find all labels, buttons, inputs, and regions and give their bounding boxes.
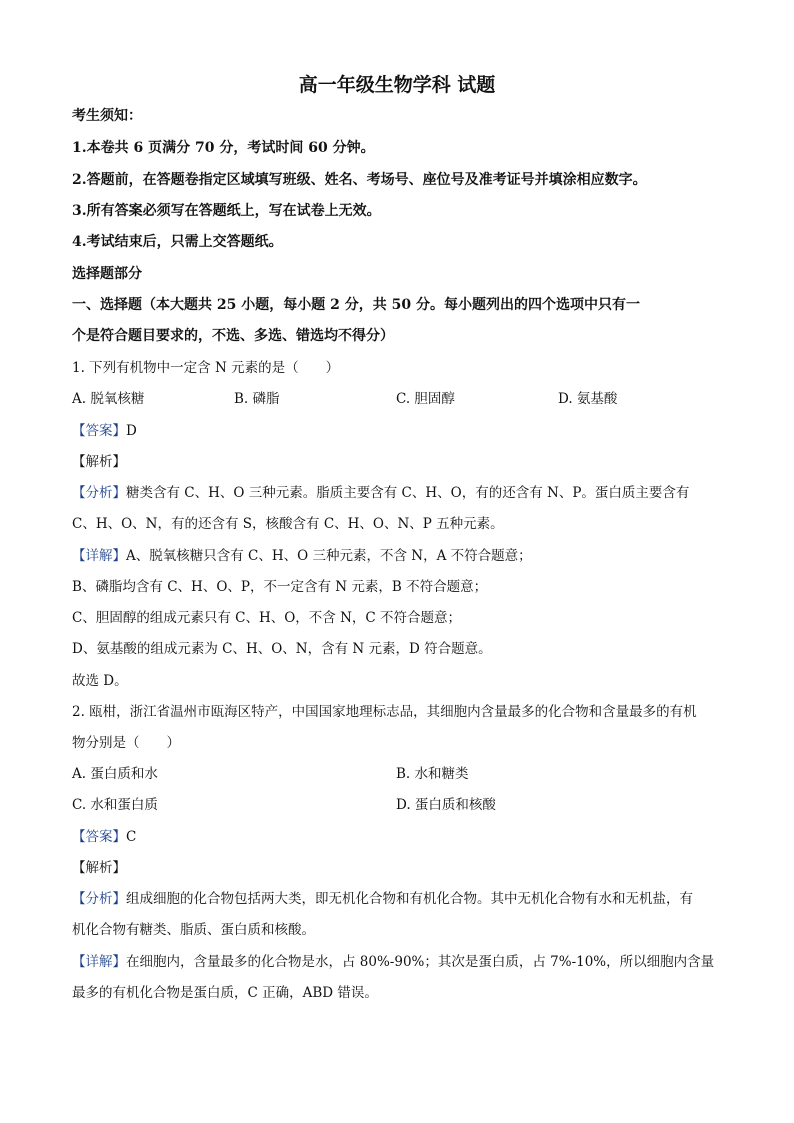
q2-option-d: D. 蛋白质和核酸 (396, 797, 496, 813)
xiangjie-tag: 【详解】 (72, 954, 126, 970)
notice-heading: 考生须知： (72, 108, 142, 124)
section-heading-line1: 一、选择题（本大题共 25 小题，每小题 2 分，共 50 分。每小题列出的四个选项中只有一 (72, 297, 640, 313)
q1-option-b: B. 磷脂 (234, 391, 280, 407)
q1-fenxi-1 (72, 483, 728, 503)
q2-option-a: A. 蛋白质和水 (72, 766, 158, 782)
fenxi-tag: 【分析】 (72, 485, 126, 501)
q2-analysis-tag: 【解析】 (72, 860, 126, 876)
section-heading-line2: 个是符合题目要求的，不选、多选、错选均不得分） (72, 328, 394, 344)
q1-line-d: D、氨基酸的组成元素为 C、H、O、N，含有 N 元素，D 符合题意。 (72, 641, 492, 657)
q2-xiangjie-2: 最多的有机化合物是蛋白质，C 正确，ABD 错误。 (72, 985, 378, 1001)
q2-option-c: C. 水和蛋白质 (72, 797, 158, 813)
q1-line-c: C、胆固醇的组成元素只有 C、H、O，不含 N，C 不符合题意； (72, 610, 462, 626)
q1-stem: 1. 下列有机物中一定含 N 元素的是（ ） (72, 360, 340, 376)
notice-item: 2.答题前，在答题卷指定区域填写班级、姓名、考场号、座位号及准考证号并填涂相应数字。 (72, 172, 647, 188)
answer-value: D (126, 423, 137, 439)
notice-item: 1.本卷共 6 页满分 70 分，考试时间 60 分钟。 (72, 140, 375, 156)
notice-item: 4.考试结束后，只需上交答题纸。 (72, 234, 283, 250)
q1-conclusion: 故选 D。 (72, 673, 128, 689)
answer-tag: 【答案】 (72, 423, 126, 439)
q2-xiangjie-1 (72, 952, 728, 972)
q1-analysis-tag: 【解析】 (72, 454, 126, 470)
q2-answer (72, 827, 728, 847)
answer-value: C (126, 829, 137, 845)
q1-xiangjie-1 (72, 546, 728, 566)
q2-option-b: B. 水和糖类 (396, 766, 469, 782)
q1-option-a: A. 脱氧核糖 (72, 391, 145, 407)
page-title: 高一年级生物学科 试题 (298, 74, 496, 96)
fenxi-text: 糖类含有 C、H、O 三种元素。脂质主要含有 C、H、O，有的还含有 N、P。蛋白质主要含有 (126, 485, 690, 501)
q2-stem-1: 2. 瓯柑，浙江省温州市瓯海区特产，中国国家地理标志品，其细胞内含量最多的化合物和含量最多的有机 (72, 704, 697, 720)
q2-fenxi-2: 机化合物有糖类、脂质、蛋白质和核酸。 (72, 922, 315, 938)
q1-option-d: D. 氨基酸 (558, 391, 618, 407)
xiangjie-text: 在细胞内，含量最多的化合物是水，占 80%-90%；其次是蛋白质，占 7%-10%，所以细胞内含量 (126, 954, 715, 970)
fenxi-tag: 【分析】 (72, 891, 126, 907)
q1-option-c: C. 胆固醇 (396, 391, 455, 407)
q2-stem-2: 物分别是（ ） (72, 735, 180, 751)
q1-fenxi-2: C、H、O、N，有的还含有 S，核酸含有 C、H、O、N、P 五种元素。 (72, 516, 504, 532)
q2-fenxi-1 (72, 889, 728, 909)
section-part: 选择题部分 (72, 266, 142, 282)
xiangjie-text: A、脱氧核糖只含有 C、H、O 三种元素，不含 N，A 不符合题意； (126, 548, 532, 564)
q1-answer (72, 421, 728, 441)
fenxi-text: 组成细胞的化合物包括两大类，即无机化合物和有机化合物。其中无机化合物有水和无机盐，有 (126, 891, 693, 907)
xiangjie-tag: 【详解】 (72, 548, 126, 564)
q1-line-b: B、磷脂均含有 C、H、O、P，不一定含有 N 元素，B 不符合题意； (72, 579, 488, 595)
answer-tag: 【答案】 (72, 829, 126, 845)
notice-item: 3.所有答案必须写在答题纸上，写在试卷上无效。 (72, 203, 381, 219)
